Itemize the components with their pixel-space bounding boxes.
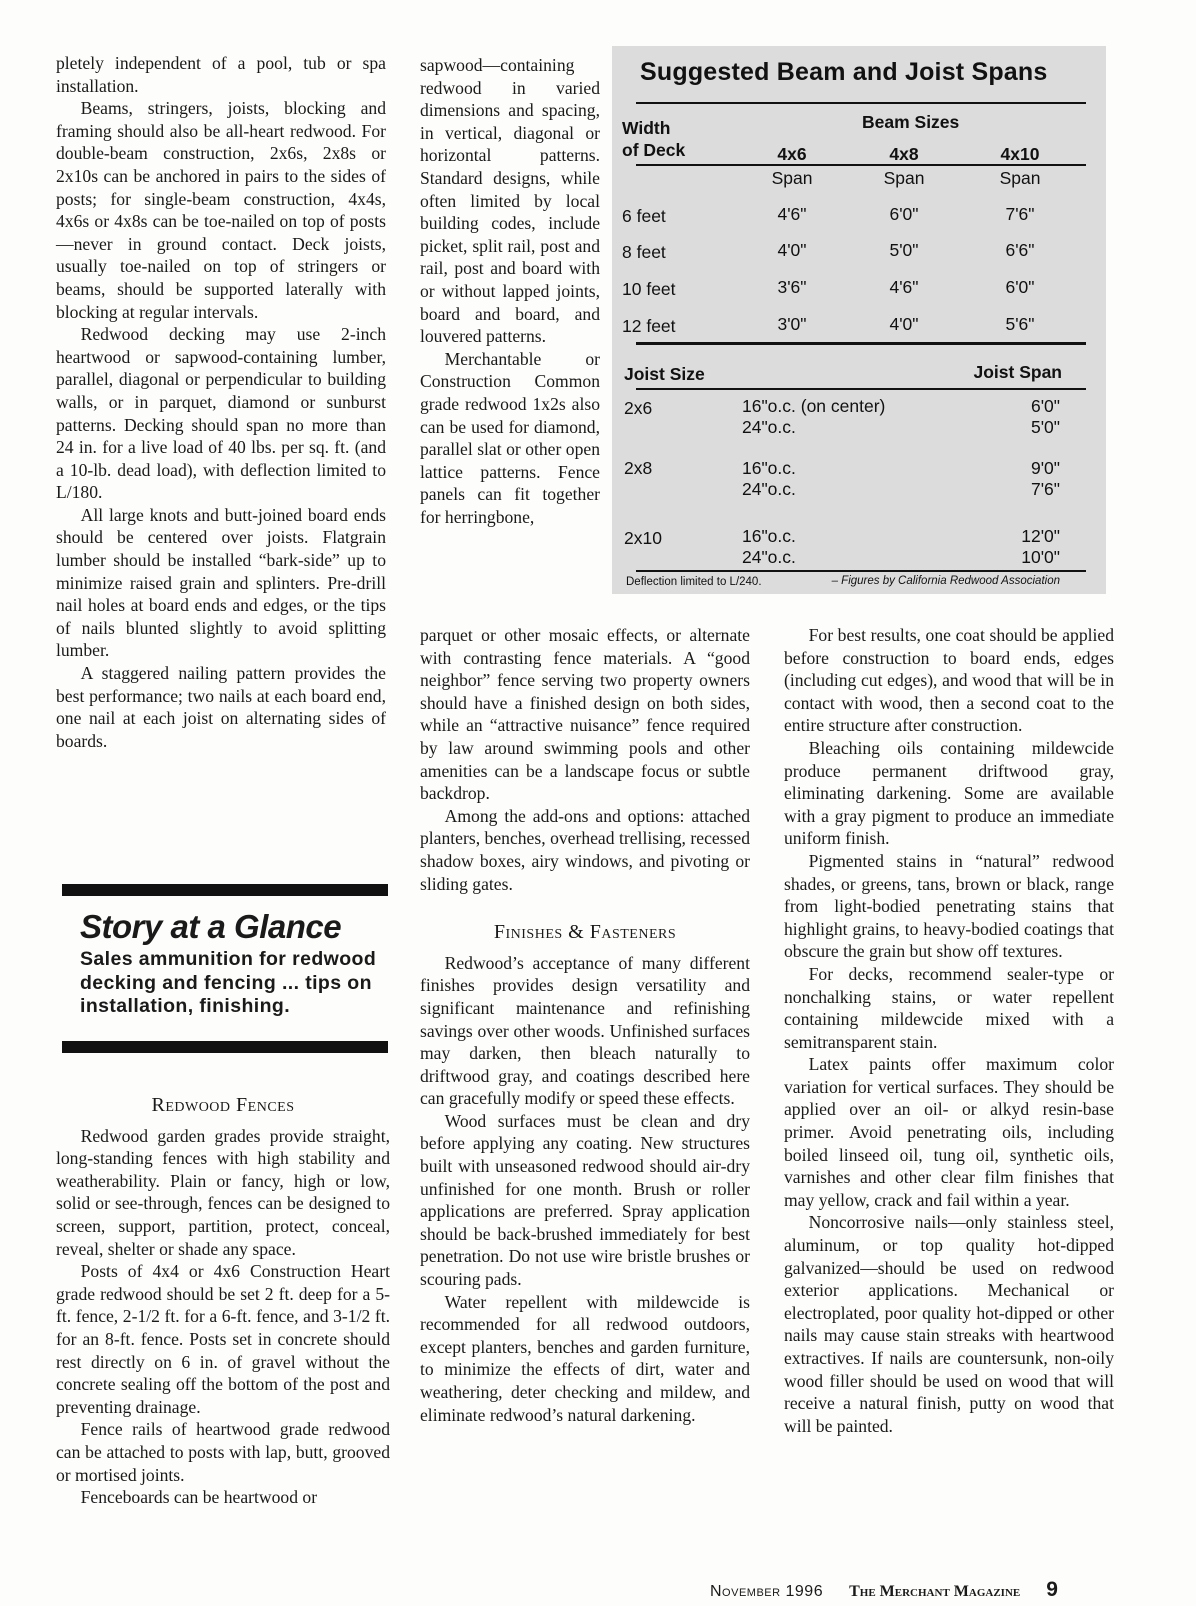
- beam-sizes-label: Beam Sizes: [862, 112, 960, 132]
- joist-spacing-cell: 16"o.c. (on center): [742, 396, 886, 416]
- deck-width-cell: 10 feet: [622, 279, 676, 299]
- paragraph: A staggered nailing pattern provides the best performance; two nails at each board end, one nail at each joist on alternating sides of boards.: [56, 663, 386, 751]
- span-cell: 5'6": [1005, 314, 1035, 334]
- paragraph: For best results, one coat should be applied before construction to board ends, edges (including cut edges), and wood that will be in contact with wood, then a second coat to the entire structure after construction.: [784, 625, 1114, 736]
- table-credit: – Figures by California Redwood Association: [831, 575, 1060, 587]
- section-heading: Redwood Fences: [151, 1094, 295, 1116]
- paragraph: Bleaching oils containing mildewcide produce permanent driftwood gray, eliminating darkening. Some are available with a gray pigment to produce an immediate uniform finish.: [784, 737, 1114, 849]
- span-cell: 3'0": [777, 314, 807, 334]
- beam-col-header: 4x8: [889, 144, 919, 164]
- paragraph: Fence rails of heartwood grade redwood can be attached to posts with lap, butt, grooved or mortised joints.: [56, 1419, 390, 1485]
- joist-spacing-cell: 24"o.c.: [742, 479, 796, 499]
- span-cell: 3'6": [777, 277, 807, 297]
- joist-span-cell: 12'0": [1021, 526, 1060, 546]
- width-label: Width: [622, 118, 671, 138]
- joist-span-cell: 9'0": [1030, 458, 1060, 478]
- beam-col-header: 4x6: [777, 144, 807, 164]
- span-cell: 5'0": [889, 240, 919, 260]
- span-cell: 4'0": [889, 314, 919, 334]
- table-rule: [636, 388, 1086, 390]
- table-note: Deflection limited to L/240.: [626, 576, 762, 588]
- paragraph: Redwood’s acceptance of many different finishes provides design versatility and significant maintenance and refinishing savings over other woods. Unfinished surfaces may darken, then bleach naturally to driftwood gray, and coatings described here can gracefully modify or speed these effects.: [420, 952, 750, 1109]
- glance-subtitle: Sales ammunition for redwood decking and fencing ... tips on installation, finishing.: [80, 948, 377, 1017]
- joist-span-cell: 6'0": [1030, 396, 1060, 416]
- paragraph: Beams, stringers, joists, blocking and framing should also be all-heart redwood. For double-beam construction, 2x6s, 2x8s or 2x10s can be anchored in pairs to the sides of posts; for single-beam construction, 4x4s, 4x6s or 4x8s can be toe-nailed on top of posts—never in ground contact. Deck joists, usually toe-nailed on top of stringers or beams, should be supported laterally with blocking at regular intervals.: [56, 98, 386, 322]
- column-1: [56, 52, 386, 752]
- joist-size-cell: 2x6: [624, 398, 653, 418]
- joist-size-cell: 2x10: [624, 528, 662, 548]
- issue-date: November 1996: [710, 1583, 824, 1600]
- joist-size-cell: 2x8: [624, 458, 653, 478]
- joist-spacing-cell: 16"o.c.: [742, 526, 796, 546]
- paragraph: sapwood—containing redwood in varied dimensions and spacing, in vertical, diagonal or horizontal patterns. Standard designs, while often limited by local building codes, include picket, split rail, post and rail, post and board with or without lapped joints, board and board, and louvered patterns.: [420, 55, 600, 347]
- paragraph: Among the add-ons and options: attached planters, benches, overhead trellising, recessed shadow boxes, airy windows, and pivoting or sliding gates.: [420, 805, 750, 894]
- table-rule: [636, 164, 1086, 166]
- paragraph: All large knots and butt-joined board ends should be centered over joists. Flatgrain lumber should be installed “bark-side” up to minimize raised grain and splinters. Pre-drill nail holes at board ends and edges, or the tips of nails blunted slightly to avoid splitting lumber.: [56, 504, 386, 661]
- span-cell: 4'0": [777, 240, 807, 260]
- paragraph: Fenceboards can be heartwood or: [80, 1487, 318, 1508]
- joist-spacing-cell: 24"o.c.: [742, 417, 796, 437]
- paragraph: Water repellent with mildewcide is recommended for all redwood outdoors, except planters, benches and garden furniture, to minimize the effects of dirt, water and weathering, deter checking and mildew, and eliminate redwood’s natural darkening.: [420, 1291, 750, 1425]
- table-rule: [636, 102, 1086, 104]
- paragraph: Posts of 4x4 or 4x6 Construction Heart grade redwood should be set 2 ft. deep for a 5-ft. fence, 2-1/2 ft. for a 6-ft. fence, and 3-1/2 ft. for an 8-ft. fence. Posts set in concrete should rest directly on 6 in. of gravel without the concrete sealing off the bottom of the post and preventing drainage.: [56, 1261, 390, 1417]
- joist-span-cell: 10'0": [1021, 547, 1060, 567]
- story-at-a-glance-box: [62, 884, 388, 1053]
- joist-size-label: Joist Size: [624, 364, 705, 384]
- redwood-fences-section: [56, 1084, 390, 1509]
- width-label: of Deck: [622, 140, 686, 160]
- divider-rule: [62, 1041, 388, 1053]
- table-rule: [636, 570, 1086, 572]
- paragraph: Noncorrosive nails—only stainless steel, aluminum, or top quality hot-dipped galvanized—should be used on redwood exterior applications. Mechanical or electroplated, poor quality hot-dipped or other nails may cause stain streaks with heartwood extractives. If nails are countersunk, non-oily wood filler should be used on wood that will receive a natural finish, putty on wood that will be painted.: [784, 1212, 1114, 1436]
- paragraph: Latex paints offer maximum color variation for vertical surfaces. They should be applied over an oil- or alkyd resin-base primer. Avoid penetrating oils, including boiled linseed oil, tung oil, synthetic oils, varnishes and other clear film finishes that may yellow, crack and fail within a year.: [784, 1054, 1114, 1210]
- deck-width-cell: 6 feet: [622, 206, 666, 226]
- joist-span-cell: 7'6": [1030, 479, 1060, 499]
- deck-width-cell: 12 feet: [622, 316, 676, 336]
- joist-span-label: Joist Span: [973, 362, 1062, 382]
- beam-joist-span-table: [612, 46, 1106, 594]
- paragraph: Pigmented stains in “natural” redwood shades, or greens, tans, brown or black, range from light-bodied penetrating stains that highlight grains, to heavy-bodied coatings that obscure the grain but show off textures.: [784, 850, 1114, 962]
- deck-width-cell: 8 feet: [622, 242, 666, 262]
- page-number: 9: [1046, 1578, 1058, 1601]
- span-cell: 6'6": [1005, 240, 1035, 260]
- column-2: [420, 624, 750, 1426]
- paragraph: pletely independent of a pool, tub or spa installation.: [56, 53, 386, 96]
- paragraph: Redwood decking may use 2-inch heartwood or sapwood-containing lumber, parallel, diagonal or perpendicular to building walls, or in parquet, diamond or sunburst patterns. Decking should span no more than 24 in. for a live load of 40 lbs. per sq. ft. (and a 10-lb. dead load), with deflection limited to L/180.: [56, 324, 386, 503]
- paragraph: Wood surfaces must be clean and dry before applying any coating. New structures built with unseasoned redwood should air-dry unfinished for one month. Brush or roller applications are preferred. Spray application should be back-brushed immediately for best penetration. Do not use wire bristle brushes or scouring pads.: [420, 1110, 750, 1290]
- beam-col-header: 4x10: [1000, 144, 1040, 164]
- glance-title: Story at a Glance: [80, 908, 342, 945]
- paragraph: parquet or other mosaic effects, or alternate with contrasting fence materials. A “good neighbor” fence serving two property owners should have a finished design on both sides, while an “attractive nuisance” fence required by law around swimming pools and other amenities can be a landscape focus or subtle backdrop.: [420, 625, 750, 804]
- span-cell: 4'6": [777, 204, 807, 224]
- column-2-top: [420, 54, 600, 528]
- magazine-name: The Merchant Magazine: [849, 1583, 1021, 1600]
- table-rule: [636, 342, 1086, 345]
- span-header: Span: [771, 168, 813, 188]
- span-cell: 6'0": [1005, 277, 1035, 297]
- joist-spacing-cell: 24"o.c.: [742, 547, 796, 567]
- paragraph: Merchantable or Construction Common grade redwood 1x2s also can be used for diamond, parallel slat or other open lattice patterns. Fence panels can fit together for herringbone,: [420, 348, 600, 527]
- span-header: Span: [999, 168, 1041, 188]
- paragraph: For decks, recommend sealer-type or nonchalking stains, or water repellent containing mildewcide mixed with a semitransparent stain.: [784, 963, 1114, 1052]
- span-cell: 7'6": [1005, 204, 1035, 224]
- page-footer: [710, 1578, 1058, 1602]
- joist-span-cell: 5'0": [1030, 417, 1060, 437]
- divider-rule: [62, 884, 388, 896]
- span-cell: 4'6": [889, 277, 919, 297]
- section-heading: Finishes & Fasteners: [493, 921, 677, 944]
- table-title: Suggested Beam and Joist Spans: [640, 58, 1048, 86]
- joist-spacing-cell: 16"o.c.: [742, 458, 796, 478]
- span-cell: 6'0": [889, 204, 919, 224]
- paragraph: Redwood garden grades provide straight, long-standing fences with high stability and weatherability. Plain or fancy, high or low, solid or see-through, fences can be designed to screen, support, partition, protect, conceal, reveal, shelter or shade any space.: [56, 1125, 390, 1259]
- span-header: Span: [883, 168, 925, 188]
- column-3: [784, 624, 1114, 1437]
